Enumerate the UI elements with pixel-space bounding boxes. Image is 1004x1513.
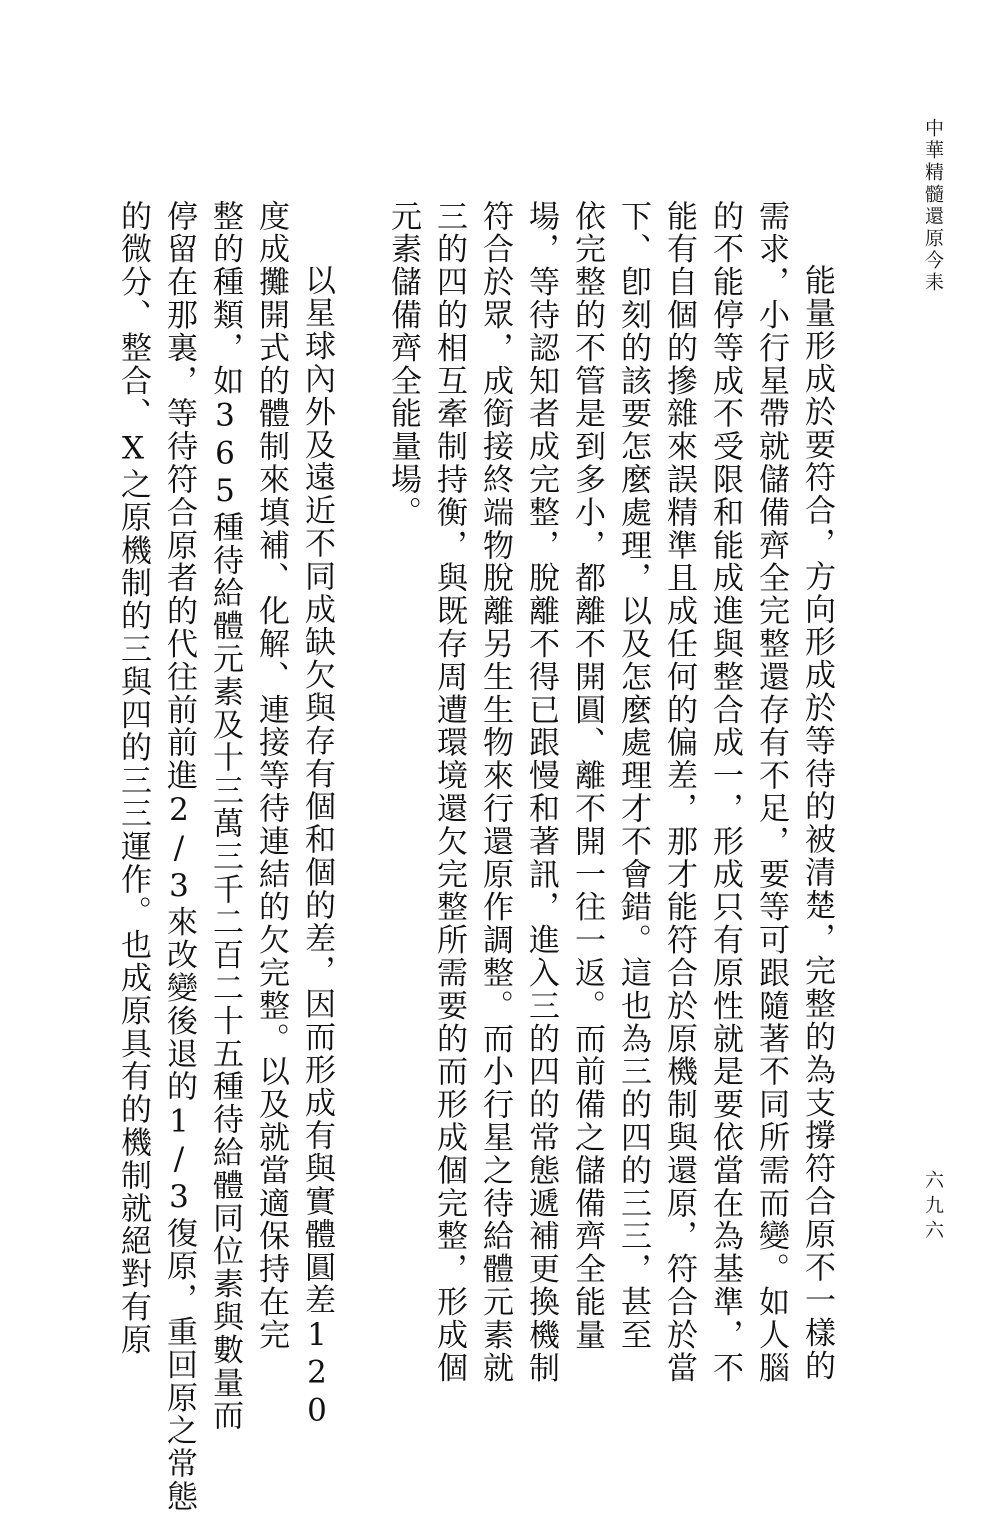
running-head: 中華精髓還原今耒 <box>922 118 944 294</box>
text-column-12: 度成攤開式的體制來填補、化解、連接等待連結的欠完整。以及就當適保持在完 <box>253 200 289 1352</box>
text-column-4: 能有自個的摻雜來誤精準且成任何的偏差，那才能符合於原機制與還原，符合於當 <box>661 200 697 1385</box>
text-column-9: 三的四的相互牽制持衡，與既存周遭環境還欠完整所需要的而形成個完整，形成個 <box>431 200 467 1385</box>
text-column-6: 依完整的不管是到多小，都離不開圓、離不開一往一返。而前備之儲備齊全能量 <box>569 200 605 1352</box>
text-column-11: 以星球內外及遠近不同成缺欠與存有個和個的差，因而形成有與實體圓差120 <box>299 264 335 1431</box>
text-column-5: 下、卽刻的該要怎麼處理，以及怎麼處理才不會錯。這也為三的四的三三，甚至 <box>615 200 651 1352</box>
text-column-2: 需求，小行星帶就儲備齊全完整還存有不足，要等可跟隨著不同所需而變。如人腦 <box>753 200 789 1385</box>
text-column-8: 符合於眾，成銜接終端物脫離另生生物來行還原作調整。而小行星之待給體元素就 <box>477 200 513 1385</box>
text-column-3: 的不能停等成不受限和能成進與整合成一，形成只有原性就是要依當在為基準，不 <box>707 200 743 1385</box>
text-column-14: 停留在那裏，等待符合原者的代往前前進2/3來改變後退的1/3復原，重回原之常態 <box>161 200 197 1513</box>
text-column-13: 整的種類，如365種待給體元素及十三萬三千二百二十五種待給體同位素與數量而 <box>207 200 243 1433</box>
text-column-1: 能量形成於要符合，方向形成於等待的被清楚，完整的為支撐符合原不一樣的 <box>799 264 835 1383</box>
text-column-15: 的微分、整合、X之原機制的三與四的三三運作。也成原具有的機制就絕對有原 <box>115 200 151 1357</box>
page-number: 六九六 <box>922 1170 944 1245</box>
text-column-10: 元素儲備齊全能量場。 <box>385 200 421 529</box>
text-column-7: 場，等待認知者成完整，脫離不得已跟慢和著訊，進入三的四的常態遞補更換機制 <box>523 200 559 1385</box>
body-text <box>115 200 840 1513</box>
